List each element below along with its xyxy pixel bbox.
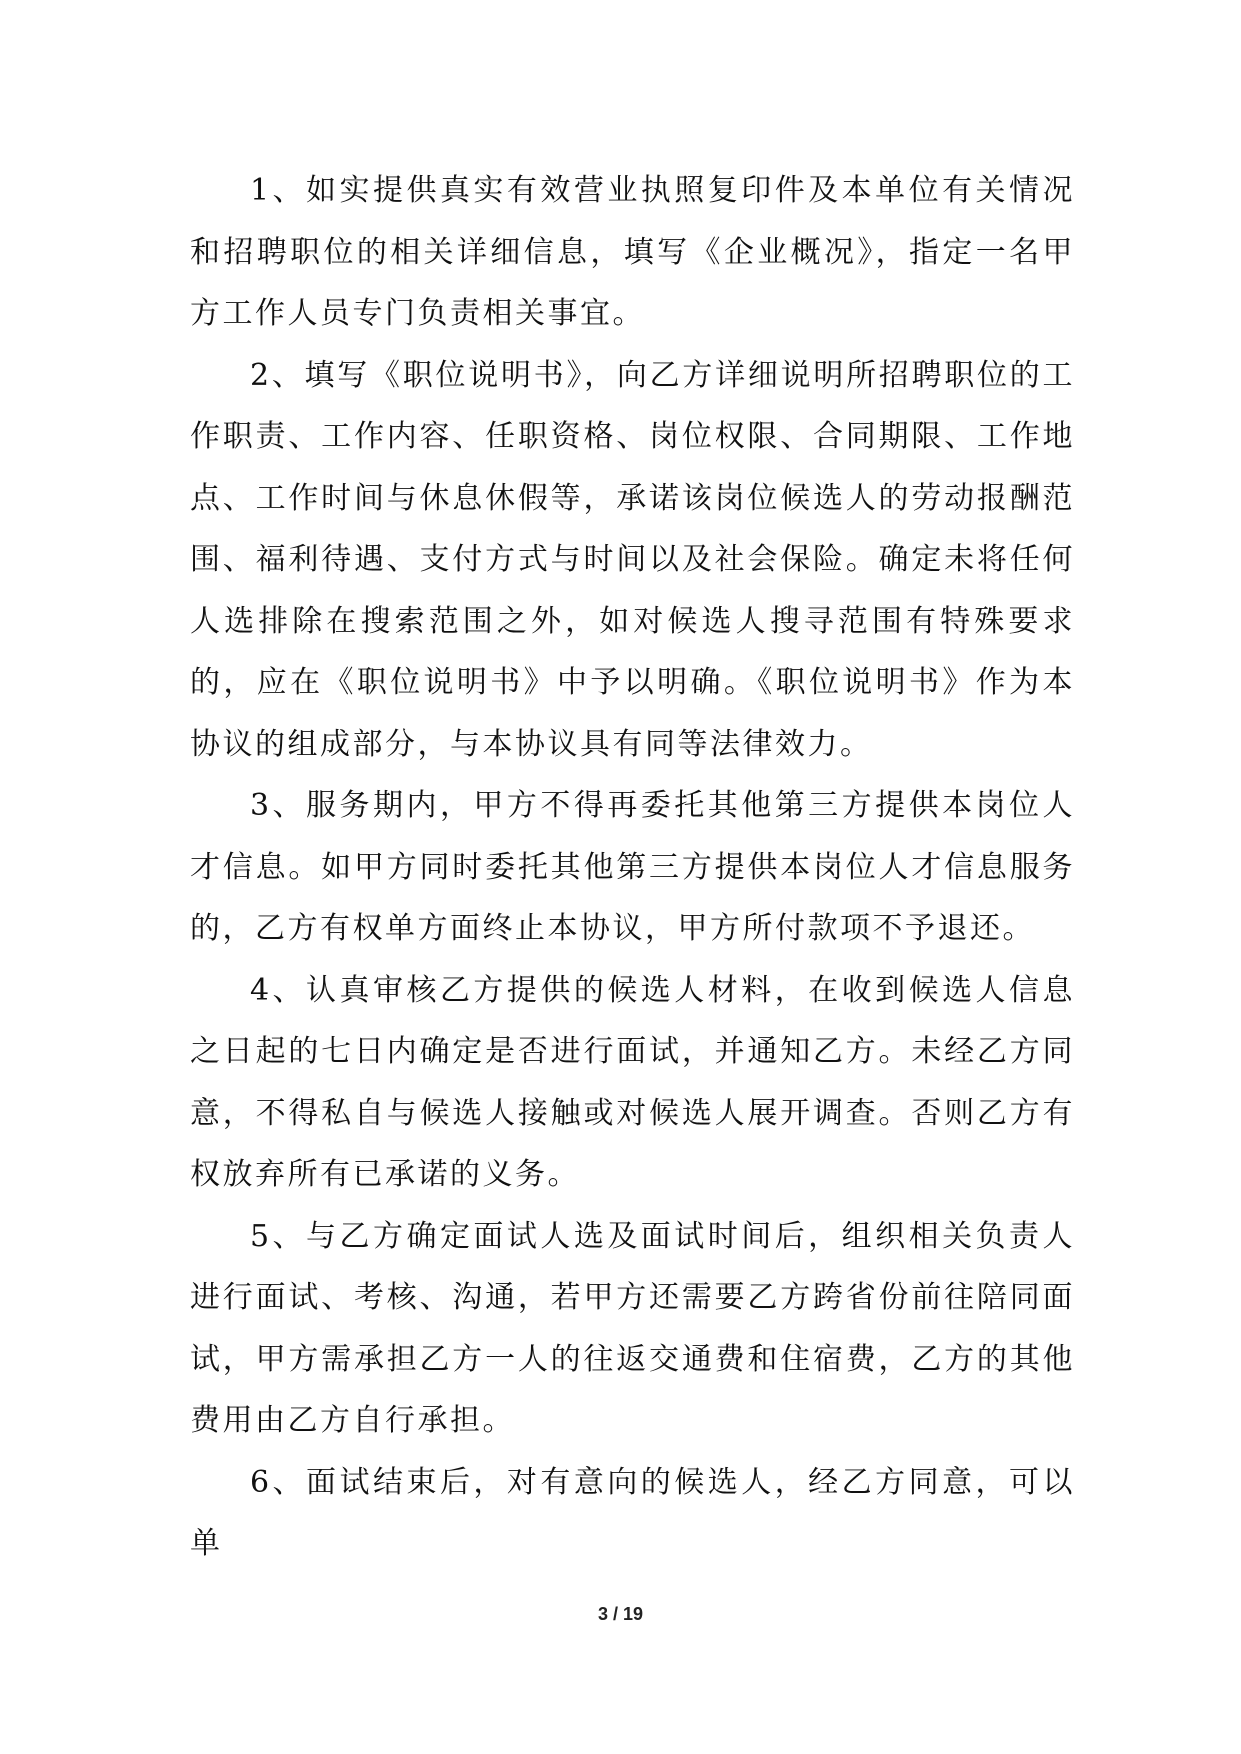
document-body [190,160,1075,1575]
paragraph-4: 4、认真审核乙方提供的候选人材料，在收到候选人信息之日起的七日内确定是否进行面试，并通知乙方。未经乙方同意，不得私自与候选人接触或对候选人展开调查。否则乙方有权放弃所有已承诺的义务。 [190,972,1075,1192]
paragraph-6: 6、面试结束后，对有意向的候选人，经乙方同意，可以单 [190,1464,1075,1561]
page-number: 3 / 19 [597,1604,644,1624]
paragraph-5: 5、与乙方确定面试人选及面试时间后，组织相关负责人进行面试、考核、沟通，若甲方还需要乙方跨省份前往陪同面试，甲方需承担乙方一人的往返交通费和住宿费，乙方的其他费用由乙方自行承担。 [190,1218,1075,1438]
paragraph-1: 1、如实提供真实有效营业执照复印件及本单位有关情况和招聘职位的相关详细信息，填写《企业概况》，指定一名甲方工作人员专门负责相关事宜。 [190,173,1075,331]
paragraph-3: 3、服务期内，甲方不得再委托其他第三方提供本岗位人才信息。如甲方同时委托其他第三方提供本岗位人才信息服务的，乙方有权单方面终止本协议，甲方所付款项不予退还。 [190,788,1075,946]
paragraph-2: 2、填写《职位说明书》，向乙方详细说明所招聘职位的工作职责、工作内容、任职资格、岗位权限、合同期限、工作地点、工作时间与休息休假等，承诺该岗位候选人的劳动报酬范围、福利待遇、支付方式与时间以及社会保险。确定未将任何人选排除在搜索范围之外，如对候选人搜寻范围有特殊要求的，应在《职位说明书》中予以明确。《职位说明书》作为本协议的组成部分，与本协议具有同等法律效力。 [190,357,1075,762]
